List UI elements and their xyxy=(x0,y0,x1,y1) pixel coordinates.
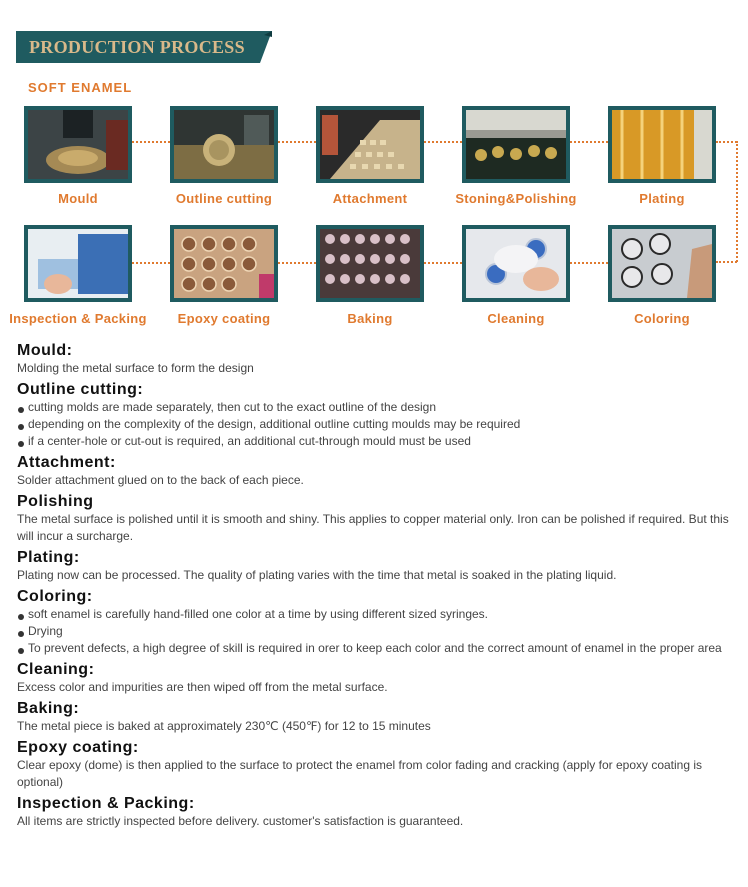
connector xyxy=(716,141,737,143)
section-title: Mould: xyxy=(17,342,73,359)
list-item: depending on the complexity of the design, additional outline cutting moulds may be required xyxy=(17,416,737,433)
connector xyxy=(570,141,608,143)
section-text: Solder attachment glued on to the back of each piece. xyxy=(17,473,304,487)
baking-photo xyxy=(320,229,420,298)
section-title: Outline cutting: xyxy=(17,381,144,398)
step-label-baking: Baking xyxy=(347,311,393,326)
section-text: Excess color and impurities are then wiped off from the metal surface. xyxy=(17,680,388,694)
step-cleaning-image xyxy=(462,225,570,302)
step-label-packing: Inspection & Packing xyxy=(9,311,147,326)
section-outline-cutting xyxy=(17,380,737,450)
step-coloring-image xyxy=(608,225,716,302)
step-attachment-image xyxy=(316,106,424,183)
subtitle: SOFT ENAMEL xyxy=(28,80,133,95)
connector xyxy=(424,141,462,143)
section-baking xyxy=(17,699,737,735)
connector xyxy=(716,261,737,263)
section-title: Epoxy coating: xyxy=(17,739,139,756)
connector xyxy=(278,141,316,143)
section-text: Molding the metal surface to form the design xyxy=(17,361,254,375)
section-text: The metal surface is polished until it is smooth and shiny. This applies to copper material only. Iron can be polished if required. But this will incur a surcharge. xyxy=(17,512,729,543)
bullet-list xyxy=(17,399,737,450)
section-title: Coloring: xyxy=(17,588,93,605)
step-label-coloring: Coloring xyxy=(634,311,690,326)
page-title: PRODUCTION PROCESS xyxy=(29,37,245,57)
section-text: All items are strictly inspected before delivery. customer's satisfaction is guaranteed. xyxy=(17,814,464,828)
mould-photo xyxy=(28,110,128,179)
connector xyxy=(570,262,608,264)
list-item: cutting molds are made separately, then cut to the exact outline of the design xyxy=(17,399,737,416)
step-label-plating: Plating xyxy=(639,191,685,206)
bullet-list xyxy=(17,606,737,657)
connector xyxy=(132,141,170,143)
section-mould xyxy=(17,341,737,377)
step-baking-image xyxy=(316,225,424,302)
section-attachment xyxy=(17,453,737,489)
epoxy-photo xyxy=(174,229,274,298)
plating-photo xyxy=(612,110,712,179)
connector xyxy=(132,262,170,264)
section-plating xyxy=(17,548,737,584)
step-label-polishing: Stoning&Polishing xyxy=(455,191,577,206)
step-outline-cutting-image xyxy=(170,106,278,183)
outline-cutting-photo xyxy=(174,110,274,179)
section-coloring xyxy=(17,587,737,657)
attachment-photo xyxy=(320,110,420,179)
step-packing-image xyxy=(24,225,132,302)
step-label-cleaning: Cleaning xyxy=(487,311,545,326)
step-plating-image xyxy=(608,106,716,183)
section-title: Inspection & Packing: xyxy=(17,795,195,812)
packing-photo xyxy=(28,229,128,298)
step-label-epoxy: Epoxy coating xyxy=(177,311,271,326)
section-title: Attachment: xyxy=(17,454,116,471)
section-title: Baking: xyxy=(17,700,80,717)
step-label-attachment: Attachment xyxy=(332,191,408,206)
list-item: Drying xyxy=(17,623,737,640)
section-packing xyxy=(17,794,737,830)
section-banner xyxy=(16,31,272,63)
coloring-photo xyxy=(612,229,712,298)
section-title: Cleaning: xyxy=(17,661,95,678)
step-epoxy-image xyxy=(170,225,278,302)
section-text: The metal piece is baked at approximately 230℃ (450℉) for 12 to 15 minutes xyxy=(17,719,431,733)
step-label-outline-cutting: Outline cutting xyxy=(175,191,273,206)
section-polishing xyxy=(17,492,737,545)
step-mould-image xyxy=(24,106,132,183)
step-label-mould: Mould xyxy=(58,191,98,206)
list-item: if a center-hole or cut-out is required, an additional cut-through mould must be used xyxy=(17,433,737,450)
cleaning-photo xyxy=(466,229,566,298)
section-text: Plating now can be processed. The quality of plating varies with the time that metal is soaked in the plating liquid. xyxy=(17,568,617,582)
connector xyxy=(278,262,316,264)
section-title: Polishing xyxy=(17,493,94,510)
section-cleaning xyxy=(17,660,737,696)
connector xyxy=(424,262,462,264)
polishing-photo xyxy=(466,110,566,179)
process-descriptions xyxy=(17,341,737,833)
list-item: To prevent defects, a high degree of skill is required in orer to keep each color and the correct amount of enamel in the proper area xyxy=(17,640,737,657)
section-text: Clear epoxy (dome) is then applied to the surface to protect the enamel from color fading and cracking (apply for epoxy coating is optional) xyxy=(17,758,703,789)
section-title: Plating: xyxy=(17,549,80,566)
step-polishing-image xyxy=(462,106,570,183)
section-epoxy xyxy=(17,738,737,791)
list-item: soft enamel is carefully hand-filled one color at a time by using different sized syringes. xyxy=(17,606,737,623)
